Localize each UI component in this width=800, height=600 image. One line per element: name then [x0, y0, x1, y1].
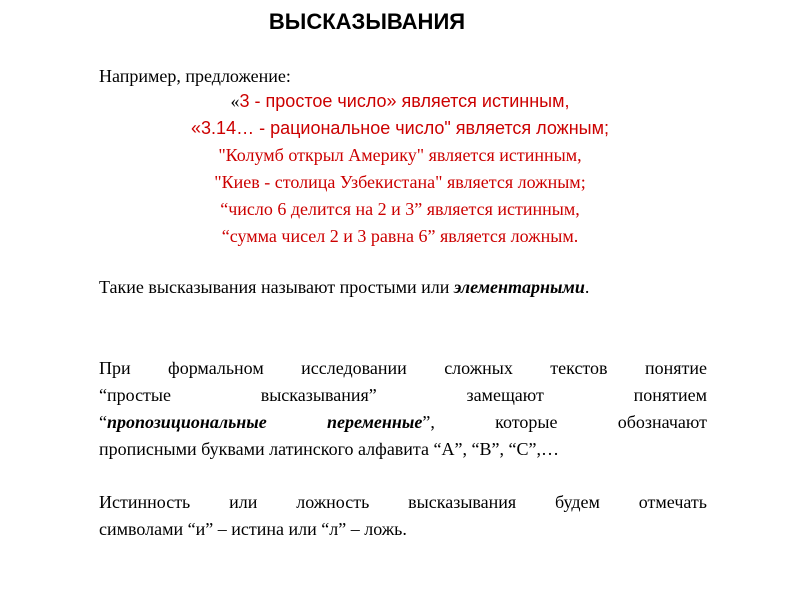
- slide-title: ВЫСКАЗЫВАНИЯ: [268, 9, 466, 34]
- example-quote-open: «: [230, 91, 240, 111]
- formal-quote-open: “: [99, 412, 107, 432]
- truth-line: символами “и” – истина или “л” – ложь.: [99, 519, 407, 539]
- truth-paragraph: [99, 489, 707, 543]
- truth-line: Истинность или ложность высказывания будем отмечать: [99, 492, 707, 512]
- formal-line: “простые высказывания” замещают понятием: [99, 385, 707, 405]
- simple-emphasis: элементарными: [453, 277, 585, 297]
- example-line: [100, 88, 700, 115]
- formal-line: При формальном исследовании сложных текстов понятие: [99, 358, 707, 378]
- intro-text: Например, предложение:: [99, 66, 291, 86]
- formal-emphasis: пропозициональные переменные: [107, 412, 423, 432]
- simple-statements-text: [99, 275, 719, 299]
- formal-paragraph: [99, 355, 707, 463]
- formal-line: прописными буквами латинского алфавита “A”, “B”, “C”,…: [99, 439, 559, 459]
- simple-text: Такие высказывания называют простыми или: [99, 277, 454, 297]
- example-text: "Колумб открыл Америку" является истинным,: [218, 145, 582, 165]
- formal-line: [99, 409, 707, 436]
- example-text: 3 - простое число» является истинным,: [239, 91, 570, 111]
- example-text: "Киев - столица Узбекистана" является ложным;: [214, 172, 586, 192]
- example-line: [100, 223, 700, 250]
- example-line: [100, 115, 700, 142]
- examples-list: [100, 88, 700, 250]
- example-text: “сумма чисел 2 и 3 равна 6” является ложным.: [221, 226, 579, 246]
- example-text: “число 6 делится на 2 и 3” является истинным,: [220, 199, 580, 219]
- example-text: «3.14… - рациональное число" является ложным;: [191, 118, 609, 138]
- example-line: [100, 196, 700, 223]
- example-line: [100, 142, 700, 169]
- example-line: [100, 169, 700, 196]
- formal-rest: ”, которые обозначают: [422, 412, 707, 432]
- simple-end: .: [584, 277, 590, 297]
